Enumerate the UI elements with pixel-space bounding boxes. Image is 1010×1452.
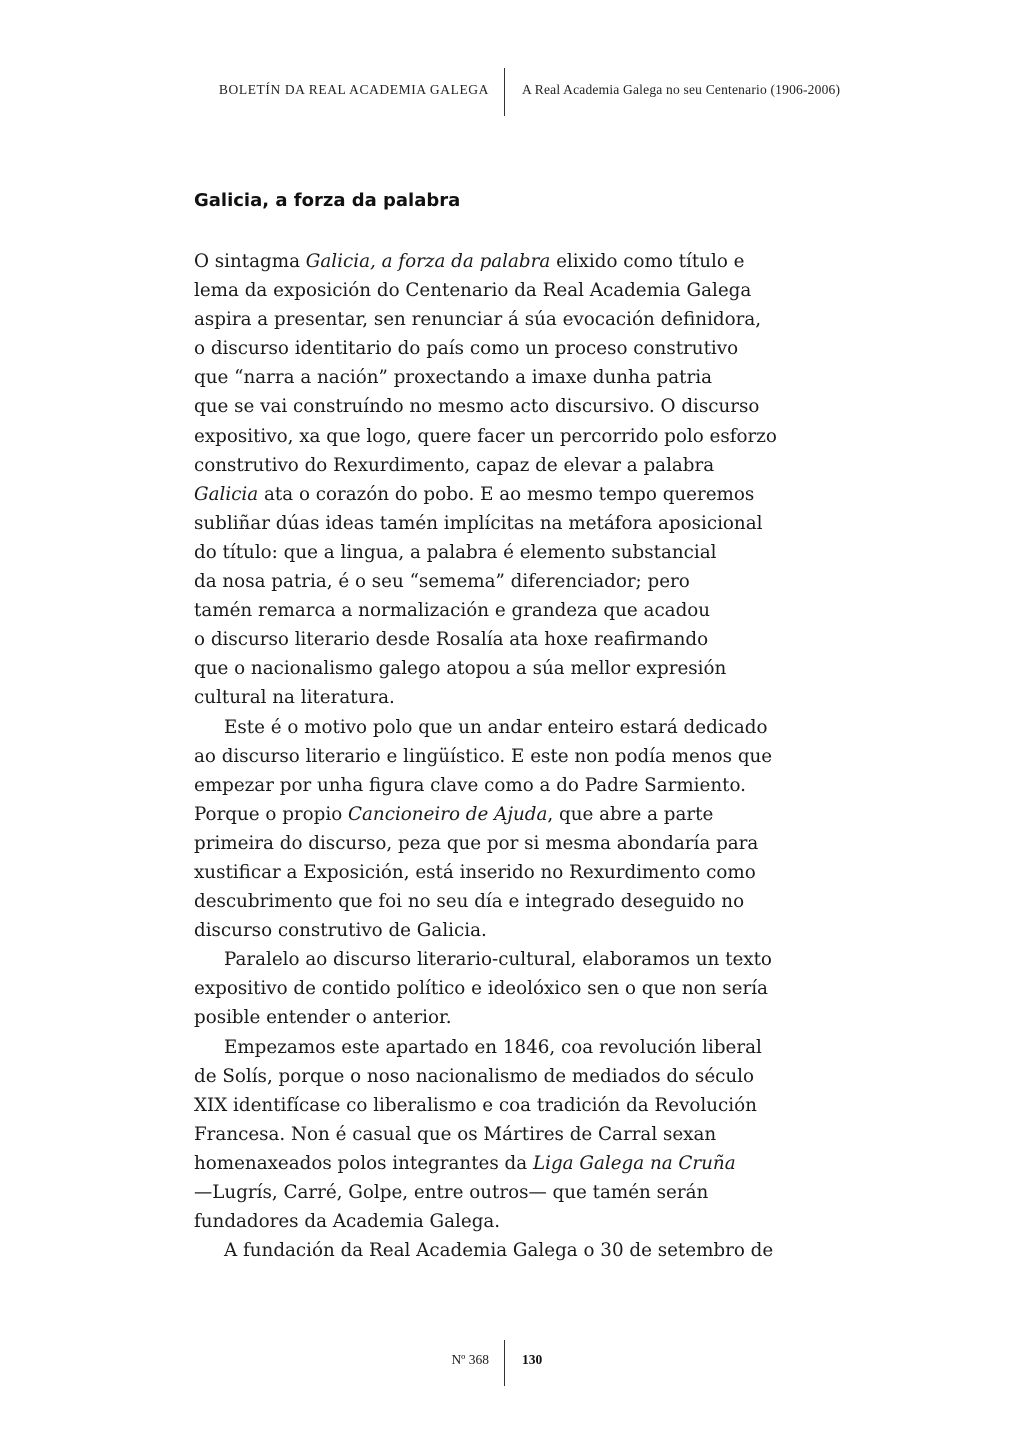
paragraph bbox=[194, 945, 854, 1032]
text-segment: tamén remarca a normalización e grandeza que acadou bbox=[194, 600, 711, 622]
text-segment: ao discurso literario e lingüístico. E este non podía menos que bbox=[194, 745, 773, 767]
text-line bbox=[194, 392, 854, 421]
text-segment: subliñar dúas ideas tamén implícitas na metáfora aposicional bbox=[194, 512, 763, 534]
text-segment: cultural na literatura. bbox=[194, 687, 395, 709]
text-segment: que o nacionalismo galego atopou a súa mellor expresión bbox=[194, 658, 727, 680]
text-line bbox=[194, 1033, 854, 1062]
text-segment: que “narra a nación” proxectando a imaxe dunha patria bbox=[194, 367, 712, 389]
section-heading: A Real Academia Galega no seu Centenario (1906-2006) bbox=[522, 82, 841, 97]
text-segment: elixido como título e bbox=[550, 251, 745, 272]
text-line bbox=[194, 509, 854, 538]
text-segment: discurso construtivo de Galicia. bbox=[194, 920, 487, 942]
text-line bbox=[194, 683, 854, 712]
text-segment: da nosa patria, é o seu “semema” diferenciador; pero bbox=[194, 571, 690, 593]
text-segment: construtivo do Rexurdimento, capaz de elevar a palabra bbox=[194, 454, 715, 476]
text-segment: o discurso identitario do país como un proceso construtivo bbox=[194, 338, 739, 360]
text-line bbox=[194, 247, 854, 276]
text-segment: homenaxeados polos integrantes da bbox=[194, 1152, 533, 1174]
text-segment: A fundación da Real Academia Galega o 30 de setembro de bbox=[224, 1240, 774, 1262]
text-segment: descubrimento que foi no seu día e integrado deseguido no bbox=[194, 891, 745, 913]
text-line bbox=[194, 538, 854, 567]
text-line bbox=[194, 742, 854, 771]
text-line bbox=[194, 829, 854, 858]
text-line bbox=[194, 1091, 854, 1120]
text-line bbox=[194, 1149, 854, 1178]
text-segment: de Solís, porque o noso nacionalismo de mediados do século bbox=[194, 1065, 754, 1087]
text-segment: Porque o propio bbox=[194, 803, 349, 825]
text-line bbox=[194, 1120, 854, 1149]
text-line bbox=[194, 916, 854, 945]
running-header bbox=[0, 68, 1010, 116]
italic-text: Cancioneiro de Ajuda bbox=[348, 803, 548, 825]
text-segment: XIX identifícase co liberalismo e coa tradición da Revolución bbox=[194, 1094, 757, 1116]
text-line bbox=[194, 422, 854, 451]
text-line bbox=[194, 596, 854, 625]
text-line bbox=[194, 305, 854, 334]
text-segment: Paralelo ao discurso literario-cultural, elaboramos un texto bbox=[224, 949, 772, 971]
issue-number: Nº 368 bbox=[451, 1352, 489, 1367]
text-segment: que se vai construíndo no mesmo acto discursivo. O discurso bbox=[194, 396, 760, 418]
text-segment: ata o corazón do pobo. E ao mesmo tempo queremos bbox=[258, 483, 755, 505]
paragraph bbox=[194, 713, 854, 946]
text-segment: lema da exposición do Centenario da Real Academia Galega bbox=[194, 280, 752, 302]
text-line bbox=[194, 1236, 854, 1265]
text-segment: empezar por unha figura clave como a do Padre Sarmiento. bbox=[194, 774, 746, 796]
footer-divider bbox=[504, 1340, 505, 1386]
italic-text: Galicia, a forza da palabra bbox=[305, 251, 551, 272]
text-segment: , que abre a parte bbox=[547, 803, 714, 825]
page-footer bbox=[0, 1340, 1010, 1386]
text-segment: expositivo, xa que logo, quere facer un percorrido polo esforzo bbox=[194, 425, 777, 447]
text-segment: fundadores da Academia Galega. bbox=[194, 1211, 501, 1233]
text-segment: xustificar a Exposición, está inserido no Rexurdimento como bbox=[194, 861, 756, 883]
text-line bbox=[194, 1178, 854, 1207]
text-line bbox=[194, 1003, 854, 1032]
text-line bbox=[194, 887, 854, 916]
body-text bbox=[194, 247, 854, 1265]
journal-title: BOLETÍN DA REAL ACADEMIA GALEGA bbox=[218, 82, 489, 97]
text-segment: expositivo de contido político e ideolóxico sen o que non sería bbox=[194, 978, 768, 1000]
text-line bbox=[194, 945, 854, 974]
text-line bbox=[194, 654, 854, 683]
text-segment: o discurso literario desde Rosalía ata hoxe reafirmando bbox=[194, 629, 709, 651]
text-segment: —Lugrís, Carré, Golpe, entre outros— que tamén serán bbox=[194, 1182, 709, 1203]
paragraph bbox=[194, 247, 854, 713]
text-line bbox=[194, 480, 854, 509]
text-line bbox=[194, 800, 854, 829]
text-segment: do título: que a lingua, a palabra é elemento substancial bbox=[194, 541, 717, 563]
text-line bbox=[194, 625, 854, 654]
text-segment: Francesa. Non é casual que os Mártires de Carral sexan bbox=[194, 1123, 717, 1145]
text-segment: Empezamos este apartado en 1846, coa revolución liberal bbox=[224, 1036, 762, 1058]
text-segment: Este é o motivo polo que un andar enteiro estará dedicado bbox=[224, 716, 768, 738]
text-line bbox=[194, 974, 854, 1003]
header-divider bbox=[504, 68, 505, 116]
text-line bbox=[194, 334, 854, 363]
text-segment: O sintagma bbox=[194, 251, 306, 272]
text-segment: posible entender o anterior. bbox=[194, 1007, 452, 1029]
text-line bbox=[194, 567, 854, 596]
text-line bbox=[194, 276, 854, 305]
paragraph bbox=[194, 1236, 854, 1265]
page-number: 130 bbox=[522, 1352, 543, 1367]
italic-text: Galicia bbox=[194, 483, 259, 505]
text-segment: primeira do discurso, peza que por si mesma abondaría para bbox=[194, 832, 759, 854]
text-line bbox=[194, 771, 854, 800]
text-line bbox=[194, 1207, 854, 1236]
paragraph bbox=[194, 1033, 854, 1237]
text-line bbox=[194, 451, 854, 480]
text-segment: aspira a presentar, sen renunciar á súa evocación definidora, bbox=[194, 309, 762, 331]
text-line bbox=[194, 858, 854, 887]
text-line bbox=[194, 713, 854, 742]
italic-text: Liga Galega na Cruña bbox=[532, 1152, 736, 1174]
text-line bbox=[194, 363, 854, 392]
article-title: Galicia, a forza da palabra bbox=[194, 190, 461, 211]
text-line bbox=[194, 1062, 854, 1091]
